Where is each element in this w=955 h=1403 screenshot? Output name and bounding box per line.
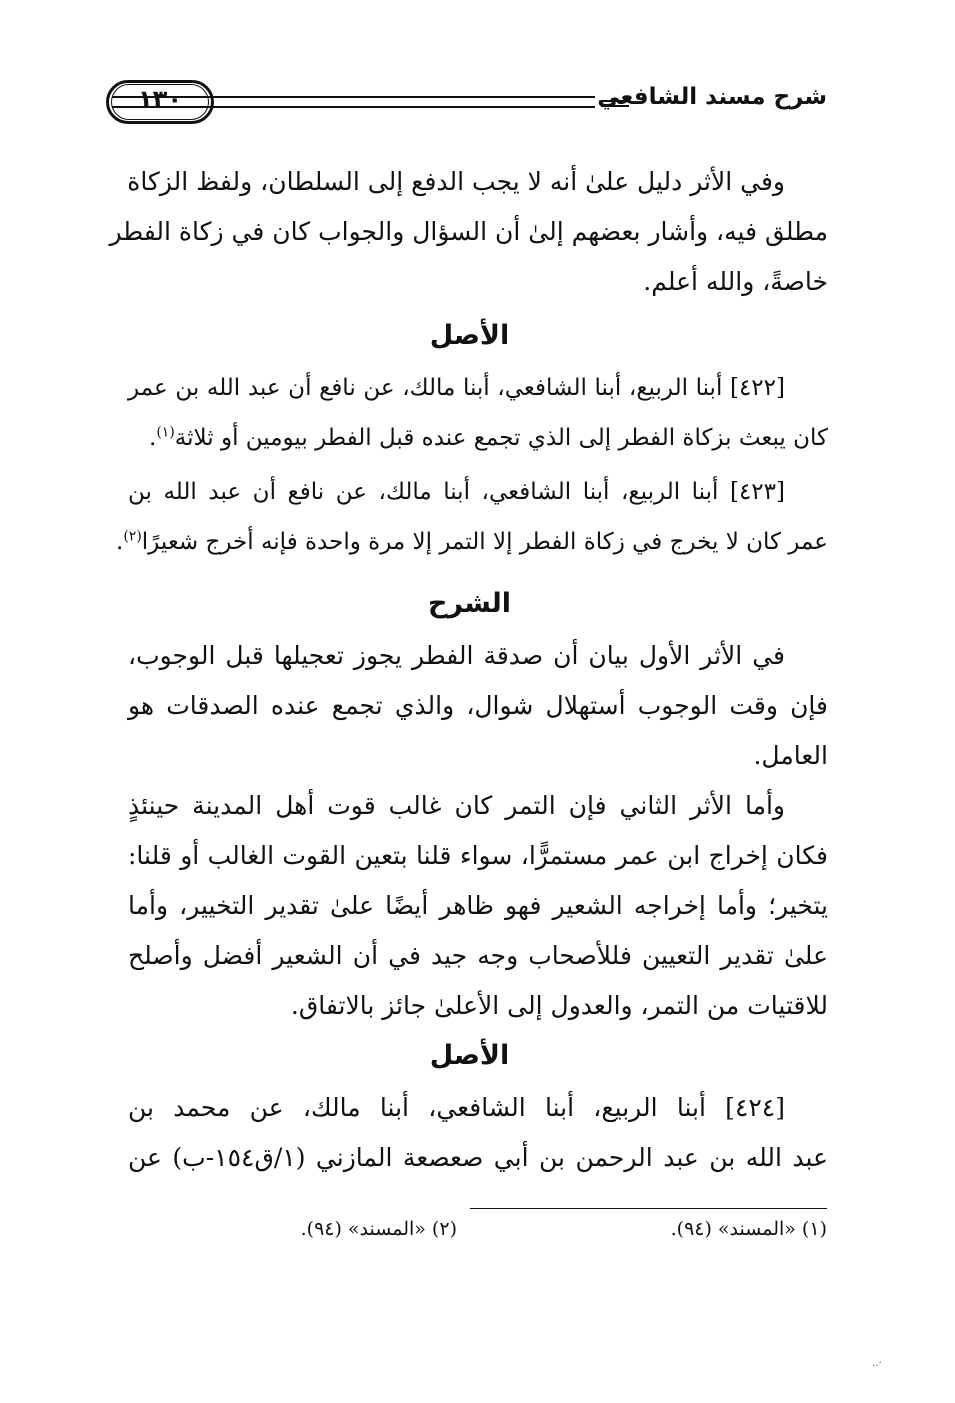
- section-heading-sharh: الشرح: [427, 588, 512, 619]
- scan-speck: ·‥: [872, 1358, 882, 1369]
- footnote-separator: [470, 1208, 827, 1209]
- paragraph-line: وأما الأثر الثاني فإن التمر كان غالب قوت أهل المدينة حينئذٍ: [128, 791, 785, 820]
- paragraph-line: علىٰ تقدير التعيين فللأصحاب وجه جيد في أن الشعير أفضل وأصلح: [128, 941, 828, 970]
- athar-line-423: عمر كان لا يخرج في زكاة الفطر إلا التمر إلا مرة واحدة فإنه أخرج شعيرًا$^{(٢)}$.: [116, 528, 828, 555]
- book-title: شرح مسند الشافعي: [597, 84, 827, 110]
- athar-line-424: عبد الله بن عبد الرحمن بن أبي صعصعة المازني (١/ق١٥٤-ب) عن: [128, 1143, 828, 1172]
- athar-line-423: [٤٢٣] أبنا الربيع، أبنا الشافعي، أبنا مالك، عن نافع أن عبد الله بن: [128, 479, 785, 505]
- paragraph-line: فإن وقت الوجوب أستهلال شوال، والذي تجمع عنده الصدقات هو: [128, 691, 828, 720]
- section-heading-asl: الأصل: [429, 1040, 510, 1071]
- footnotes: [207, 1218, 827, 1252]
- paragraph-line: العامل.: [753, 741, 828, 770]
- athar-line-424: [٤٢٤] أبنا الربيع، أبنا الشافعي، أبنا مالك، عن محمد بن: [128, 1093, 785, 1122]
- footnote-ref-2: (٢): [123, 528, 142, 545]
- section-heading-asl: الأصل: [429, 320, 510, 351]
- paragraph-line: وفي الأثر دليل علىٰ أنه لا يجب الدفع إلى السلطان، ولفظ الزكاة: [127, 167, 785, 196]
- paragraph-line: يتخير؛ وأما إخراجه الشعير فهو ظاهر أيضًا علىٰ تقدير التخيير، وأما: [128, 891, 828, 920]
- paragraph-line: مطلق فيه، وأشار بعضهم إلىٰ أن السؤال والجواب كان في زكاة الفطر: [109, 217, 828, 246]
- athar-line-422: كان يبعث بزكاة الفطر إلى الذي تجمع عنده قبل الفطر بيومين أو ثلاثة$^{(١)}$.: [149, 424, 828, 451]
- paragraph-line: فكان إخراج ابن عمر مستمرًّا، سواء قلنا بتعين القوت الغالب أو قلنا:: [128, 841, 828, 870]
- running-header: [112, 80, 827, 128]
- paragraph-line: خاصةً، والله أعلم.: [643, 267, 828, 296]
- paragraph-line: للاقتيات من التمر، والعدول إلى الأعلىٰ جائز بالاتفاق.: [290, 991, 828, 1020]
- page-number: ١٣٠: [138, 85, 182, 113]
- footnote-1: (١) «المسند» (٩٤).: [670, 1218, 827, 1240]
- paragraph-line: في الأثر الأول بيان أن صدقة الفطر يجوز تعجيلها قبل الوجوب،: [128, 641, 785, 670]
- athar-line-422: [٤٢٢] أبنا الربيع، أبنا الشافعي، أبنا مالك، عن نافع أن عبد الله بن عمر: [128, 375, 785, 401]
- footnote-2: (٢) «المسند» (٩٤).: [300, 1218, 457, 1240]
- footnote-ref-1: (١): [156, 424, 175, 441]
- header-rule: [112, 96, 595, 108]
